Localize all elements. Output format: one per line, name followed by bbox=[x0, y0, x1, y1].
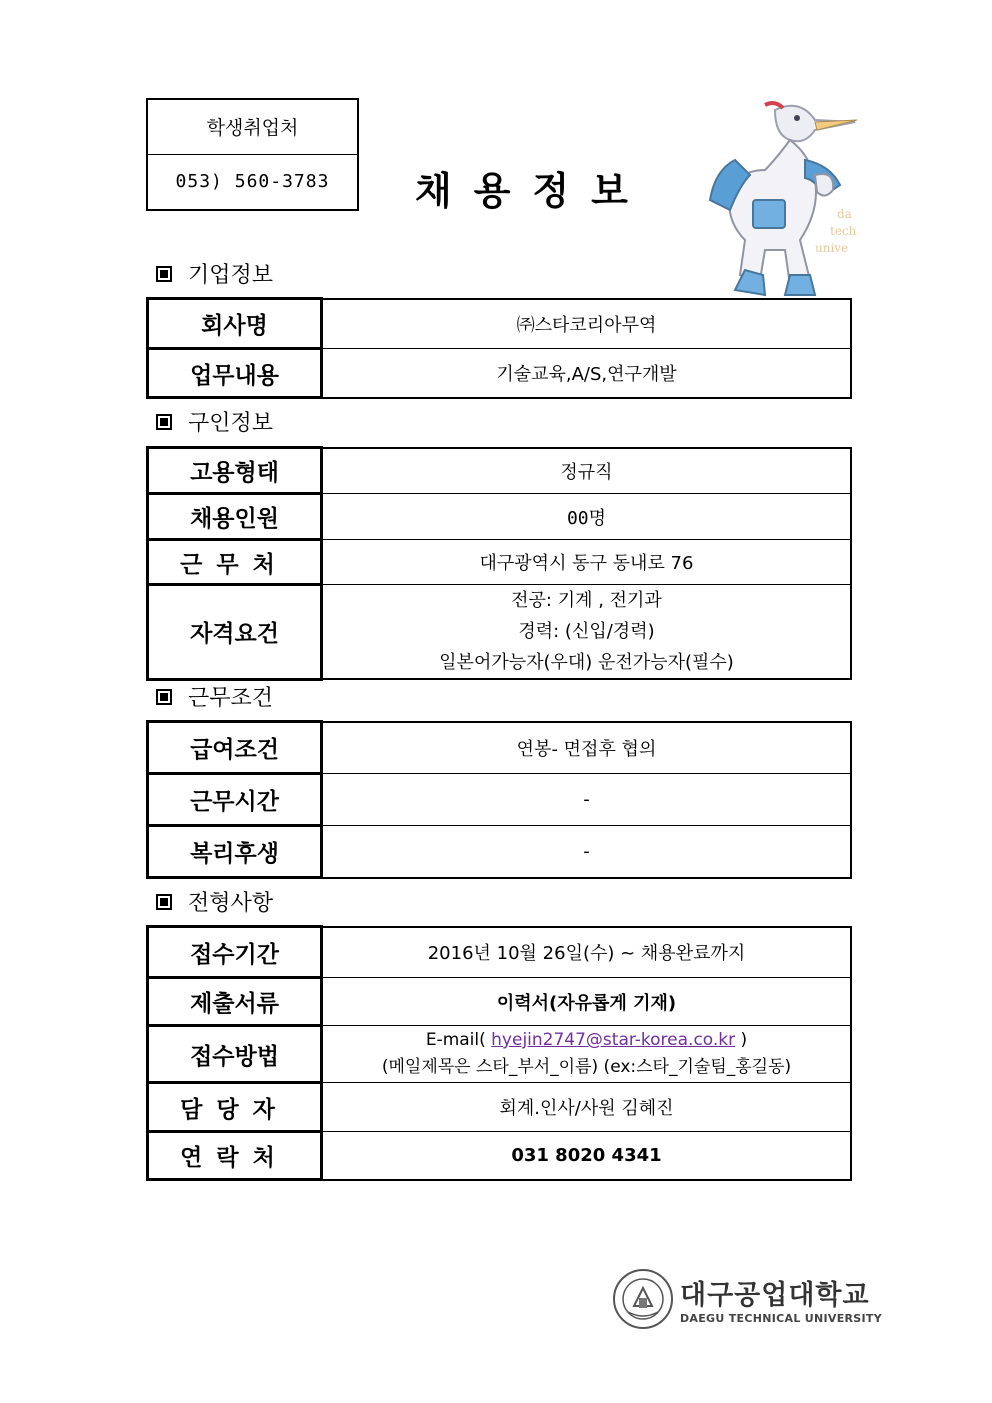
table-row bbox=[148, 349, 852, 398]
section-title: 기업정보 bbox=[188, 263, 274, 288]
university-seal-icon bbox=[612, 1268, 674, 1330]
contact-phone: 053) 560-3783 bbox=[175, 171, 330, 193]
contact-label-row: 연락처 bbox=[148, 1132, 322, 1180]
table-row bbox=[148, 722, 852, 774]
selection-table bbox=[146, 925, 852, 1181]
table-row bbox=[148, 826, 852, 878]
employment-type: 정규직 bbox=[322, 448, 852, 494]
section-title: 근무조건 bbox=[188, 686, 274, 711]
company-name-label: 회사명 bbox=[148, 299, 322, 349]
table-row bbox=[148, 1132, 852, 1180]
table-row bbox=[148, 299, 852, 349]
work-location: 대구광역시 동구 동내로 76 bbox=[322, 540, 852, 585]
conditions-table bbox=[146, 720, 852, 879]
method-label: 접수방법 bbox=[148, 1026, 322, 1083]
section-title: 전형사항 bbox=[188, 891, 274, 916]
table-row bbox=[148, 448, 852, 494]
table-row bbox=[148, 1026, 852, 1083]
section-heading-company bbox=[156, 258, 273, 289]
method-email-line bbox=[323, 1027, 850, 1054]
hire-count-label: 채용인원 bbox=[148, 494, 322, 540]
square-bullet-icon bbox=[156, 689, 172, 705]
section-heading-conditions bbox=[156, 681, 273, 712]
salary: 연봉- 면접후 협의 bbox=[322, 722, 852, 774]
section-title: 구인정보 bbox=[188, 411, 274, 436]
salary-label: 급여조건 bbox=[148, 722, 322, 774]
company-table bbox=[146, 297, 852, 399]
work-label: 업무내용 bbox=[148, 349, 322, 398]
table-row bbox=[148, 978, 852, 1026]
period: 2016년 10월 26일(수) ~ 채용완료까지 bbox=[322, 927, 852, 978]
university-name-en: DAEGU TECHNICAL UNIVERSITY bbox=[680, 1312, 882, 1325]
table-row bbox=[148, 927, 852, 978]
company-name: ㈜스타코리아무역 bbox=[322, 299, 852, 349]
manager: 회계.인사/사원 김혜진 bbox=[322, 1083, 852, 1132]
welfare: - bbox=[322, 826, 852, 878]
method bbox=[322, 1026, 852, 1083]
mascot-crane-image bbox=[705, 100, 865, 300]
section-heading-selection bbox=[156, 886, 273, 917]
university-logo bbox=[612, 1268, 882, 1330]
qualification bbox=[322, 585, 852, 680]
work-hours-label: 근무시간 bbox=[148, 774, 322, 826]
period-label: 접수기간 bbox=[148, 927, 322, 978]
work-location-label: 근무처 bbox=[148, 540, 322, 585]
contact-box bbox=[146, 98, 359, 211]
page-title: 채용정보 bbox=[415, 169, 650, 213]
method-suffix: ) bbox=[740, 1030, 748, 1050]
email-link[interactable]: hyejin2747@star-korea.co.kr bbox=[491, 1030, 736, 1050]
table-row bbox=[148, 585, 852, 680]
hire-count: 00명 bbox=[322, 494, 852, 540]
qualification-line: 전공: 기계 , 전기과 bbox=[511, 590, 662, 611]
table-row bbox=[148, 540, 852, 585]
square-bullet-icon bbox=[156, 266, 172, 282]
welfare-label: 복리후생 bbox=[148, 826, 322, 878]
qualification-label: 자격요건 bbox=[148, 585, 322, 680]
mascot-text-2: tech bbox=[830, 224, 857, 238]
table-row bbox=[148, 1083, 852, 1132]
contact-phone-row: 031 8020 4341 bbox=[322, 1132, 852, 1180]
table-row bbox=[148, 494, 852, 540]
qualification-line: 경력: (신입/경력) bbox=[518, 621, 655, 642]
employment-type-label: 고용형태 bbox=[148, 448, 322, 494]
qualification-line: 일본어가능자(우대) 운전가능자(필수) bbox=[439, 652, 734, 673]
section-heading-recruit bbox=[156, 406, 273, 437]
documents-label: 제출서류 bbox=[148, 978, 322, 1026]
mascot-text-3: unive bbox=[815, 241, 849, 255]
method-prefix: E-mail( bbox=[425, 1030, 486, 1050]
mascot-text-1: da bbox=[837, 207, 852, 221]
square-bullet-icon bbox=[156, 414, 172, 430]
manager-label: 담당자 bbox=[148, 1083, 322, 1132]
method-note: (메일제목은 스타_부서_이름) (ex:스타_기술팀_홍길동) bbox=[381, 1057, 792, 1077]
work-hours: - bbox=[322, 774, 852, 826]
documents: 이력서(자유롭게 기재) bbox=[322, 978, 852, 1026]
table-row bbox=[148, 774, 852, 826]
recruit-table bbox=[146, 446, 852, 681]
university-name-ko: 대구공업대학교 bbox=[680, 1280, 870, 1311]
work-value: 기술교육,A/S,연구개발 bbox=[322, 349, 852, 398]
contact-label: 학생취업처 bbox=[148, 100, 357, 155]
square-bullet-icon bbox=[156, 894, 172, 910]
